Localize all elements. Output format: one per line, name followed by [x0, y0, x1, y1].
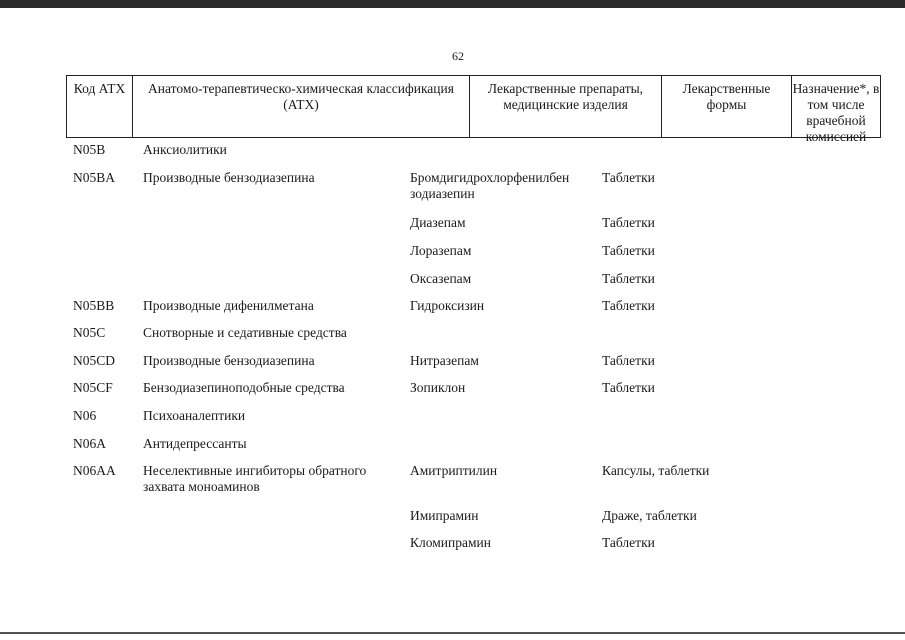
table-row: [0, 170, 905, 204]
cell-code: N06AA: [73, 463, 116, 478]
cell-form: Таблетки: [602, 170, 655, 185]
cell-code: N05B: [73, 142, 106, 157]
cell-classification: Анксиолитики: [143, 142, 227, 157]
cell-classification: Антидепрессанты: [143, 436, 247, 451]
cell-classification: Неселективные ингибиторы обратного захвата моноаминов: [143, 463, 367, 494]
header-classification: Анатомо-терапевтическо-химическая классификация (АТХ): [133, 76, 470, 137]
top-edge-bar: [0, 0, 905, 8]
cell-drug: Лоразепам: [410, 243, 472, 258]
cell-drug: Гидроксизин: [410, 298, 485, 313]
cell-code: N05CD: [73, 353, 116, 368]
header-code: Код АТХ: [67, 76, 133, 137]
cell-form: Таблетки: [602, 298, 655, 313]
cell-drug: Диазепам: [410, 215, 466, 230]
cell-drug: Имипрамин: [410, 508, 479, 523]
cell-code: N05BA: [73, 170, 116, 185]
header-drugs: Лекарственные препараты, медицинские изделия: [470, 76, 662, 137]
table-row: [0, 463, 905, 497]
cell-form: Таблетки: [602, 215, 655, 230]
table-header: [66, 75, 881, 144]
cell-drug: Бромдигидрохлорфенилбен зодиазепин: [410, 170, 570, 201]
cell-form: Драже, таблетки: [602, 508, 697, 523]
cell-classification: Снотворные и седативные средства: [143, 325, 347, 340]
page-number: 62: [452, 49, 464, 63]
cell-form: Таблетки: [602, 271, 655, 286]
cell-drug: Амитриптилин: [410, 463, 498, 478]
cell-code: N06A: [73, 436, 106, 451]
cell-code: N05CF: [73, 380, 113, 395]
cell-classification: Психоаналептики: [143, 408, 246, 423]
cell-code: N05C: [73, 325, 106, 340]
cell-code: N06: [73, 408, 97, 423]
cell-drug: Зопиклон: [410, 380, 466, 395]
cell-classification: Производные бензодиазепина: [143, 170, 315, 185]
cell-code: N05BB: [73, 298, 115, 313]
cell-classification: Бензодиазепиноподобные средства: [143, 380, 345, 395]
cell-classification: Производные дифенилметана: [143, 298, 314, 313]
cell-form: Капсулы, таблетки: [602, 463, 710, 478]
cell-classification: Производные бензодиазепина: [143, 353, 315, 368]
bottom-edge-line: [0, 632, 905, 634]
header-prescription: Назначение*, в том числе врачебной комиссией: [792, 81, 880, 144]
header-forms: Лекарственные формы: [662, 76, 792, 137]
cell-drug: Нитразепам: [410, 353, 479, 368]
table-row: [0, 535, 905, 569]
cell-form: Таблетки: [602, 535, 655, 550]
cell-form: Таблетки: [602, 380, 655, 395]
cell-form: Таблетки: [602, 353, 655, 368]
cell-form: Таблетки: [602, 243, 655, 258]
cell-drug: Оксазепам: [410, 271, 472, 286]
cell-drug: Кломипрамин: [410, 535, 491, 550]
